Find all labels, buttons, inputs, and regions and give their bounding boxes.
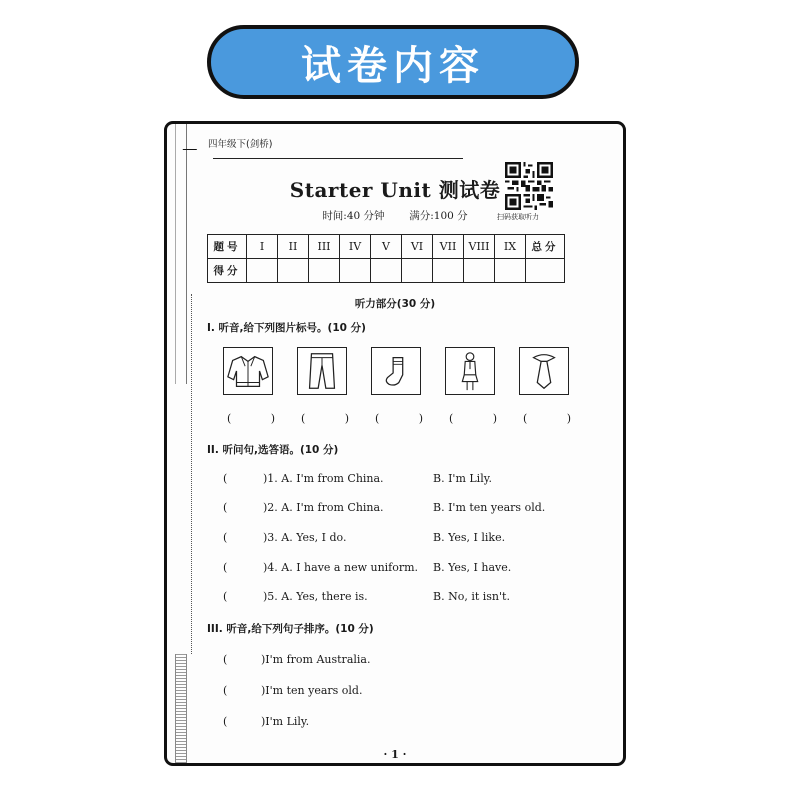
tie-icon [520, 348, 568, 394]
cut-line [191, 294, 192, 654]
score-cell-total [526, 259, 565, 283]
score-cell [247, 259, 278, 283]
answer-blank[interactable]: ( [223, 501, 228, 514]
section-title: 听力部分(30 分) [354, 298, 436, 310]
score-cell [402, 259, 433, 283]
option-a: )3. A. Yes, I do. [263, 531, 347, 544]
banner-title: 试卷内容 [301, 42, 485, 89]
option-b: B. I'm Lily. [433, 472, 492, 485]
column-header: VII [433, 235, 464, 259]
table-row [208, 259, 565, 283]
answer-blank[interactable]: ( ) [523, 412, 590, 425]
banner [207, 25, 579, 99]
column-header: IV [340, 235, 371, 259]
option-a: )1. A. I'm from China. [263, 472, 384, 485]
jacket-icon [224, 348, 272, 394]
column-header: VIII [464, 235, 495, 259]
score-cell [464, 259, 495, 283]
exam-meta [167, 208, 623, 223]
sentence-text: )I'm from Australia. [261, 653, 371, 666]
answer-blank[interactable]: ( ) [301, 412, 368, 425]
page-title: Starter Unit 测试卷 [289, 178, 501, 202]
answer-blank[interactable]: ( [223, 715, 228, 728]
score-cell [278, 259, 309, 283]
picture-tie [519, 347, 569, 395]
answer-blank[interactable]: ( [223, 531, 228, 544]
answer-blank[interactable]: ( [223, 561, 228, 574]
grade-tag-text: 四年级下(剑桥) [208, 139, 273, 150]
column-header: II [278, 235, 309, 259]
picture-jacket [223, 347, 273, 395]
picture-uniform [445, 347, 495, 395]
answer-blank[interactable]: ( ) [449, 412, 516, 425]
score-cell [371, 259, 402, 283]
answer-blank[interactable]: ( ) [227, 412, 294, 425]
answer-blank[interactable]: ( [223, 684, 228, 697]
exam-sheet [164, 121, 626, 766]
column-header: V [371, 235, 402, 259]
grade-tag [187, 136, 272, 150]
binding-strip [175, 124, 187, 384]
sentence-text: )I'm Lily. [261, 715, 310, 728]
score-cell [309, 259, 340, 283]
column-header: III [309, 235, 340, 259]
score-table [207, 234, 565, 283]
sock-icon [372, 348, 420, 394]
part3-heading: III. 听音,给下列句子排序。(10 分) [207, 623, 374, 635]
option-b: B. I'm ten years old. [433, 501, 546, 514]
score-cell [433, 259, 464, 283]
page-number: · 1 · [383, 748, 407, 761]
option-a: )5. A. Yes, there is. [263, 590, 368, 603]
part1-heading: I. 听音,给下列图片标号。(10 分) [207, 322, 366, 334]
column-header: I [247, 235, 278, 259]
row-label-score: 得分 [208, 259, 247, 283]
score-cell [495, 259, 526, 283]
uniform-girl-icon [446, 348, 494, 394]
option-a: )4. A. I have a new uniform. [263, 561, 419, 574]
qr-caption: 扫码获取听力 [497, 213, 539, 221]
column-header: VI [402, 235, 433, 259]
qr-code-icon[interactable] [505, 162, 553, 210]
score-cell [340, 259, 371, 283]
option-b: B. No, it isn't. [433, 590, 510, 603]
option-a: )2. A. I'm from China. [263, 501, 384, 514]
column-header: IX [495, 235, 526, 259]
option-b: B. Yes, I have. [433, 561, 512, 574]
exam-time: 时间:40 分钟 [322, 210, 385, 222]
divider [213, 158, 463, 159]
option-b: B. Yes, I like. [433, 531, 506, 544]
answer-blank[interactable]: ( [223, 653, 228, 666]
picture-trousers [297, 347, 347, 395]
column-header-total: 总分 [526, 235, 565, 259]
answer-blank[interactable]: ( [223, 472, 228, 485]
answer-blank[interactable]: ( [223, 590, 228, 603]
answer-blank[interactable]: ( ) [375, 412, 442, 425]
row-label-question-number: 题号 [208, 235, 247, 259]
exam-full-score: 满分:100 分 [409, 210, 468, 222]
trousers-icon [298, 348, 346, 394]
sentence-text: )I'm ten years old. [261, 684, 363, 697]
table-row [208, 235, 565, 259]
part2-heading: II. 听问句,选答语。(10 分) [207, 444, 339, 456]
picture-sock [371, 347, 421, 395]
